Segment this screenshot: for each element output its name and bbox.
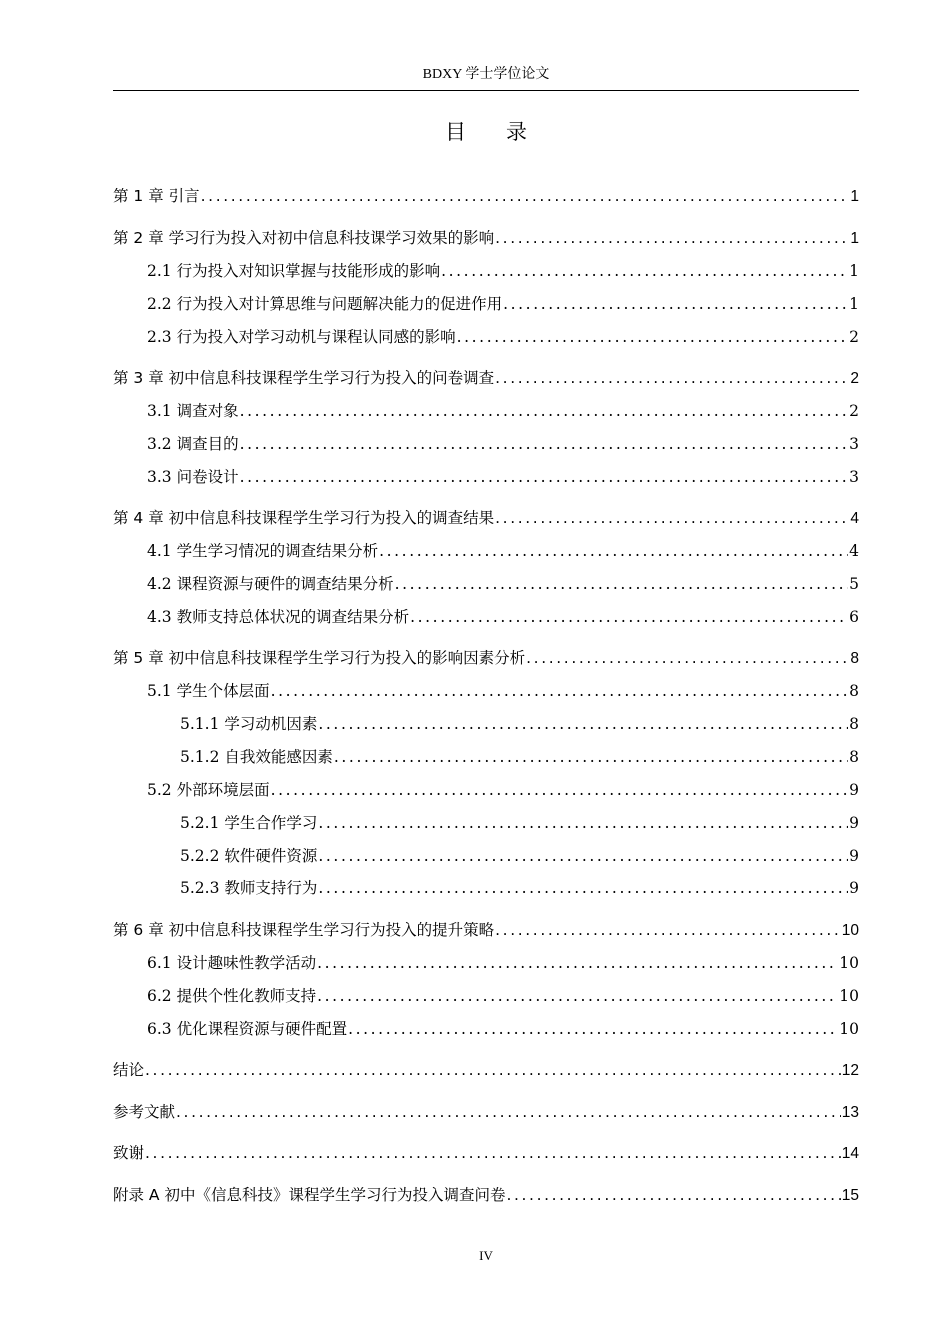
- toc-entry-label: 结论: [113, 1061, 145, 1079]
- toc-leader-dots: [318, 713, 848, 735]
- toc-leader-dots: [271, 680, 849, 702]
- toc-entry-label: 5.2.2 软件硬件资源: [180, 847, 318, 865]
- toc-entry-page: 10: [839, 987, 859, 1005]
- toc-leader-dots: [495, 919, 841, 941]
- toc-entry-page: 3: [849, 468, 859, 486]
- toc-entry-label: 2.2 行为投入对计算思维与问题解决能力的促进作用: [147, 295, 503, 313]
- toc-entry-label: 第 5 章 初中信息科技课程学生学习行为投入的影响因素分析: [113, 649, 526, 667]
- toc-entry-label: 4.2 课程资源与硬件的调查结果分析: [147, 575, 394, 593]
- toc-leader-dots: [348, 1018, 838, 1040]
- toc-entry-subsection[interactable]: [180, 877, 859, 899]
- toc-entry-page: 4: [849, 542, 859, 560]
- page-header: BDXY 学士学位论文: [422, 67, 550, 82]
- toc-entry-subsection[interactable]: [180, 746, 859, 768]
- toc-entry-page: 4: [850, 510, 859, 527]
- toc-entry-label: 5.2.3 教师支持行为: [180, 879, 318, 897]
- toc-entry-page: 9: [849, 879, 859, 897]
- toc-leader-dots: [318, 812, 848, 834]
- toc-entry-label: 5.2.1 学生合作学习: [180, 814, 318, 832]
- toc-entry-label: 2.1 行为投入对知识掌握与技能形成的影响: [147, 262, 441, 280]
- toc-entry-label: 附录 A 初中《信息科技》课程学生学习行为投入调查问卷: [113, 1186, 506, 1204]
- toc-entry-chapter[interactable]: [113, 507, 859, 529]
- toc-entry-page: 1: [849, 262, 859, 280]
- toc-entry-section[interactable]: [147, 293, 859, 315]
- toc-entry-section[interactable]: [147, 1018, 859, 1040]
- toc-leader-dots: [201, 185, 850, 207]
- toc-entry-references[interactable]: [113, 1101, 859, 1123]
- toc-leader-dots: [503, 293, 848, 315]
- toc-entry-label: 第 3 章 初中信息科技课程学生学习行为投入的问卷调查: [113, 369, 495, 387]
- toc-entry-page: 6: [849, 608, 859, 626]
- toc-entry-label: 第 1 章 引言: [113, 187, 200, 205]
- toc-entry-page: 2: [850, 370, 859, 387]
- toc-entry-label: 第 6 章 初中信息科技课程学生学习行为投入的提升策略: [113, 921, 495, 939]
- toc-entry-label: 4.1 学生学习情况的调查结果分析: [147, 542, 379, 560]
- toc-entry-page: 3: [849, 435, 859, 453]
- toc-leader-dots: [317, 952, 838, 974]
- toc-entry-page: 10: [841, 922, 859, 939]
- toc-leader-dots: [145, 1059, 841, 1081]
- toc-entry-label: 4.3 教师支持总体状况的调查结果分析: [147, 608, 410, 626]
- toc-entry-label: 6.2 提供个性化教师支持: [147, 987, 317, 1005]
- toc-leader-dots: [176, 1101, 841, 1123]
- toc-entry-page: 9: [849, 847, 859, 865]
- toc-entry-label: 3.2 调查目的: [147, 435, 239, 453]
- toc-entry-label: 5.2 外部环境层面: [147, 781, 270, 799]
- toc-entry-section[interactable]: [147, 326, 859, 348]
- toc-entry-chapter[interactable]: [113, 919, 859, 941]
- toc-entry-section[interactable]: [147, 466, 859, 488]
- toc-entry-section[interactable]: [147, 260, 859, 282]
- toc-entry-section[interactable]: [147, 540, 859, 562]
- toc-entry-label: 参考文献: [113, 1103, 176, 1121]
- toc-leader-dots: [271, 779, 849, 801]
- toc-entry-chapter[interactable]: [113, 647, 859, 669]
- toc-entry-section[interactable]: [147, 985, 859, 1007]
- header-rule: [113, 90, 859, 91]
- toc-entry-section[interactable]: [147, 952, 859, 974]
- toc-entry-chapter[interactable]: [113, 185, 859, 207]
- toc-leader-dots: [240, 466, 849, 488]
- toc-leader-dots: [526, 647, 849, 669]
- toc-leader-dots: [145, 1142, 841, 1164]
- toc-entry-subsection[interactable]: [180, 812, 859, 834]
- toc-entry-label: 2.3 行为投入对学习动机与课程认同感的影响: [147, 328, 456, 346]
- toc-entry-label: 5.1.1 学习动机因素: [180, 715, 318, 733]
- toc-entry-label: 3.3 问卷设计: [147, 468, 239, 486]
- toc-leader-dots: [495, 507, 849, 529]
- toc-leader-dots: [379, 540, 848, 562]
- toc-entry-page: 2: [849, 402, 859, 420]
- toc-leader-dots: [240, 433, 849, 455]
- toc-entry-subsection[interactable]: [180, 845, 859, 867]
- toc-entry-page: 2: [849, 328, 859, 346]
- toc-entry-page: 15: [841, 1187, 859, 1204]
- toc-entry-page: 12: [841, 1062, 859, 1079]
- toc-entry-page: 10: [839, 1020, 859, 1038]
- toc-entry-label: 6.3 优化课程资源与硬件配置: [147, 1020, 348, 1038]
- toc-leader-dots: [457, 326, 849, 348]
- toc-entry-acknowledgements[interactable]: [113, 1142, 859, 1164]
- toc-entry-label: 6.1 设计趣味性教学活动: [147, 954, 317, 972]
- toc-entry-label: 第 2 章 学习行为投入对初中信息科技课学习效果的影响: [113, 229, 495, 247]
- toc-entry-section[interactable]: [147, 400, 859, 422]
- toc-entry-page: 8: [850, 650, 859, 667]
- toc-entry-page: 8: [849, 748, 859, 766]
- toc-entry-section[interactable]: [147, 433, 859, 455]
- toc-entry-label: 第 4 章 初中信息科技课程学生学习行为投入的调查结果: [113, 509, 495, 527]
- toc-entry-section[interactable]: [147, 606, 859, 628]
- toc-entry-page: 8: [849, 715, 859, 733]
- toc-leader-dots: [317, 985, 838, 1007]
- toc-entry-chapter[interactable]: [113, 367, 859, 389]
- toc-entry-subsection[interactable]: [180, 713, 859, 735]
- toc-leader-dots: [410, 606, 848, 628]
- toc-entry-page: 1: [849, 295, 859, 313]
- toc-entry-section[interactable]: [147, 779, 859, 801]
- toc-entry-page: 1: [850, 188, 859, 205]
- toc-leader-dots: [495, 227, 849, 249]
- toc-entry-page: 9: [849, 814, 859, 832]
- toc-leader-dots: [334, 746, 848, 768]
- toc-leader-dots: [395, 573, 849, 595]
- toc-entry-page: 8: [849, 682, 859, 700]
- page-number: IV: [479, 1248, 493, 1263]
- toc-entry-label: 5.1.2 自我效能感因素: [180, 748, 333, 766]
- toc-entry-page: 13: [841, 1104, 859, 1121]
- toc-entry-section[interactable]: [147, 680, 859, 702]
- toc-entry-label: 致谢: [113, 1144, 145, 1162]
- toc-entry-page: 1: [850, 230, 859, 247]
- toc-leader-dots: [506, 1184, 840, 1206]
- toc-entry-section[interactable]: [147, 573, 859, 595]
- toc-entry-chapter[interactable]: [113, 227, 859, 249]
- toc-entry-page: 14: [841, 1145, 859, 1162]
- toc-entry-page: 5: [849, 575, 859, 593]
- toc-leader-dots: [318, 877, 848, 899]
- toc-entry-conclusion[interactable]: [113, 1059, 859, 1081]
- toc-leader-dots: [495, 367, 849, 389]
- toc-entry-label: 5.1 学生个体层面: [147, 682, 270, 700]
- toc-leader-dots: [318, 845, 848, 867]
- toc-entry-appendix[interactable]: [113, 1184, 859, 1206]
- toc-entry-page: 10: [839, 954, 859, 972]
- toc-entry-label: 3.1 调查对象: [147, 402, 239, 420]
- page-title: 目录: [445, 120, 567, 144]
- toc-leader-dots: [441, 260, 848, 282]
- toc-leader-dots: [240, 400, 849, 422]
- toc-entry-page: 9: [849, 781, 859, 799]
